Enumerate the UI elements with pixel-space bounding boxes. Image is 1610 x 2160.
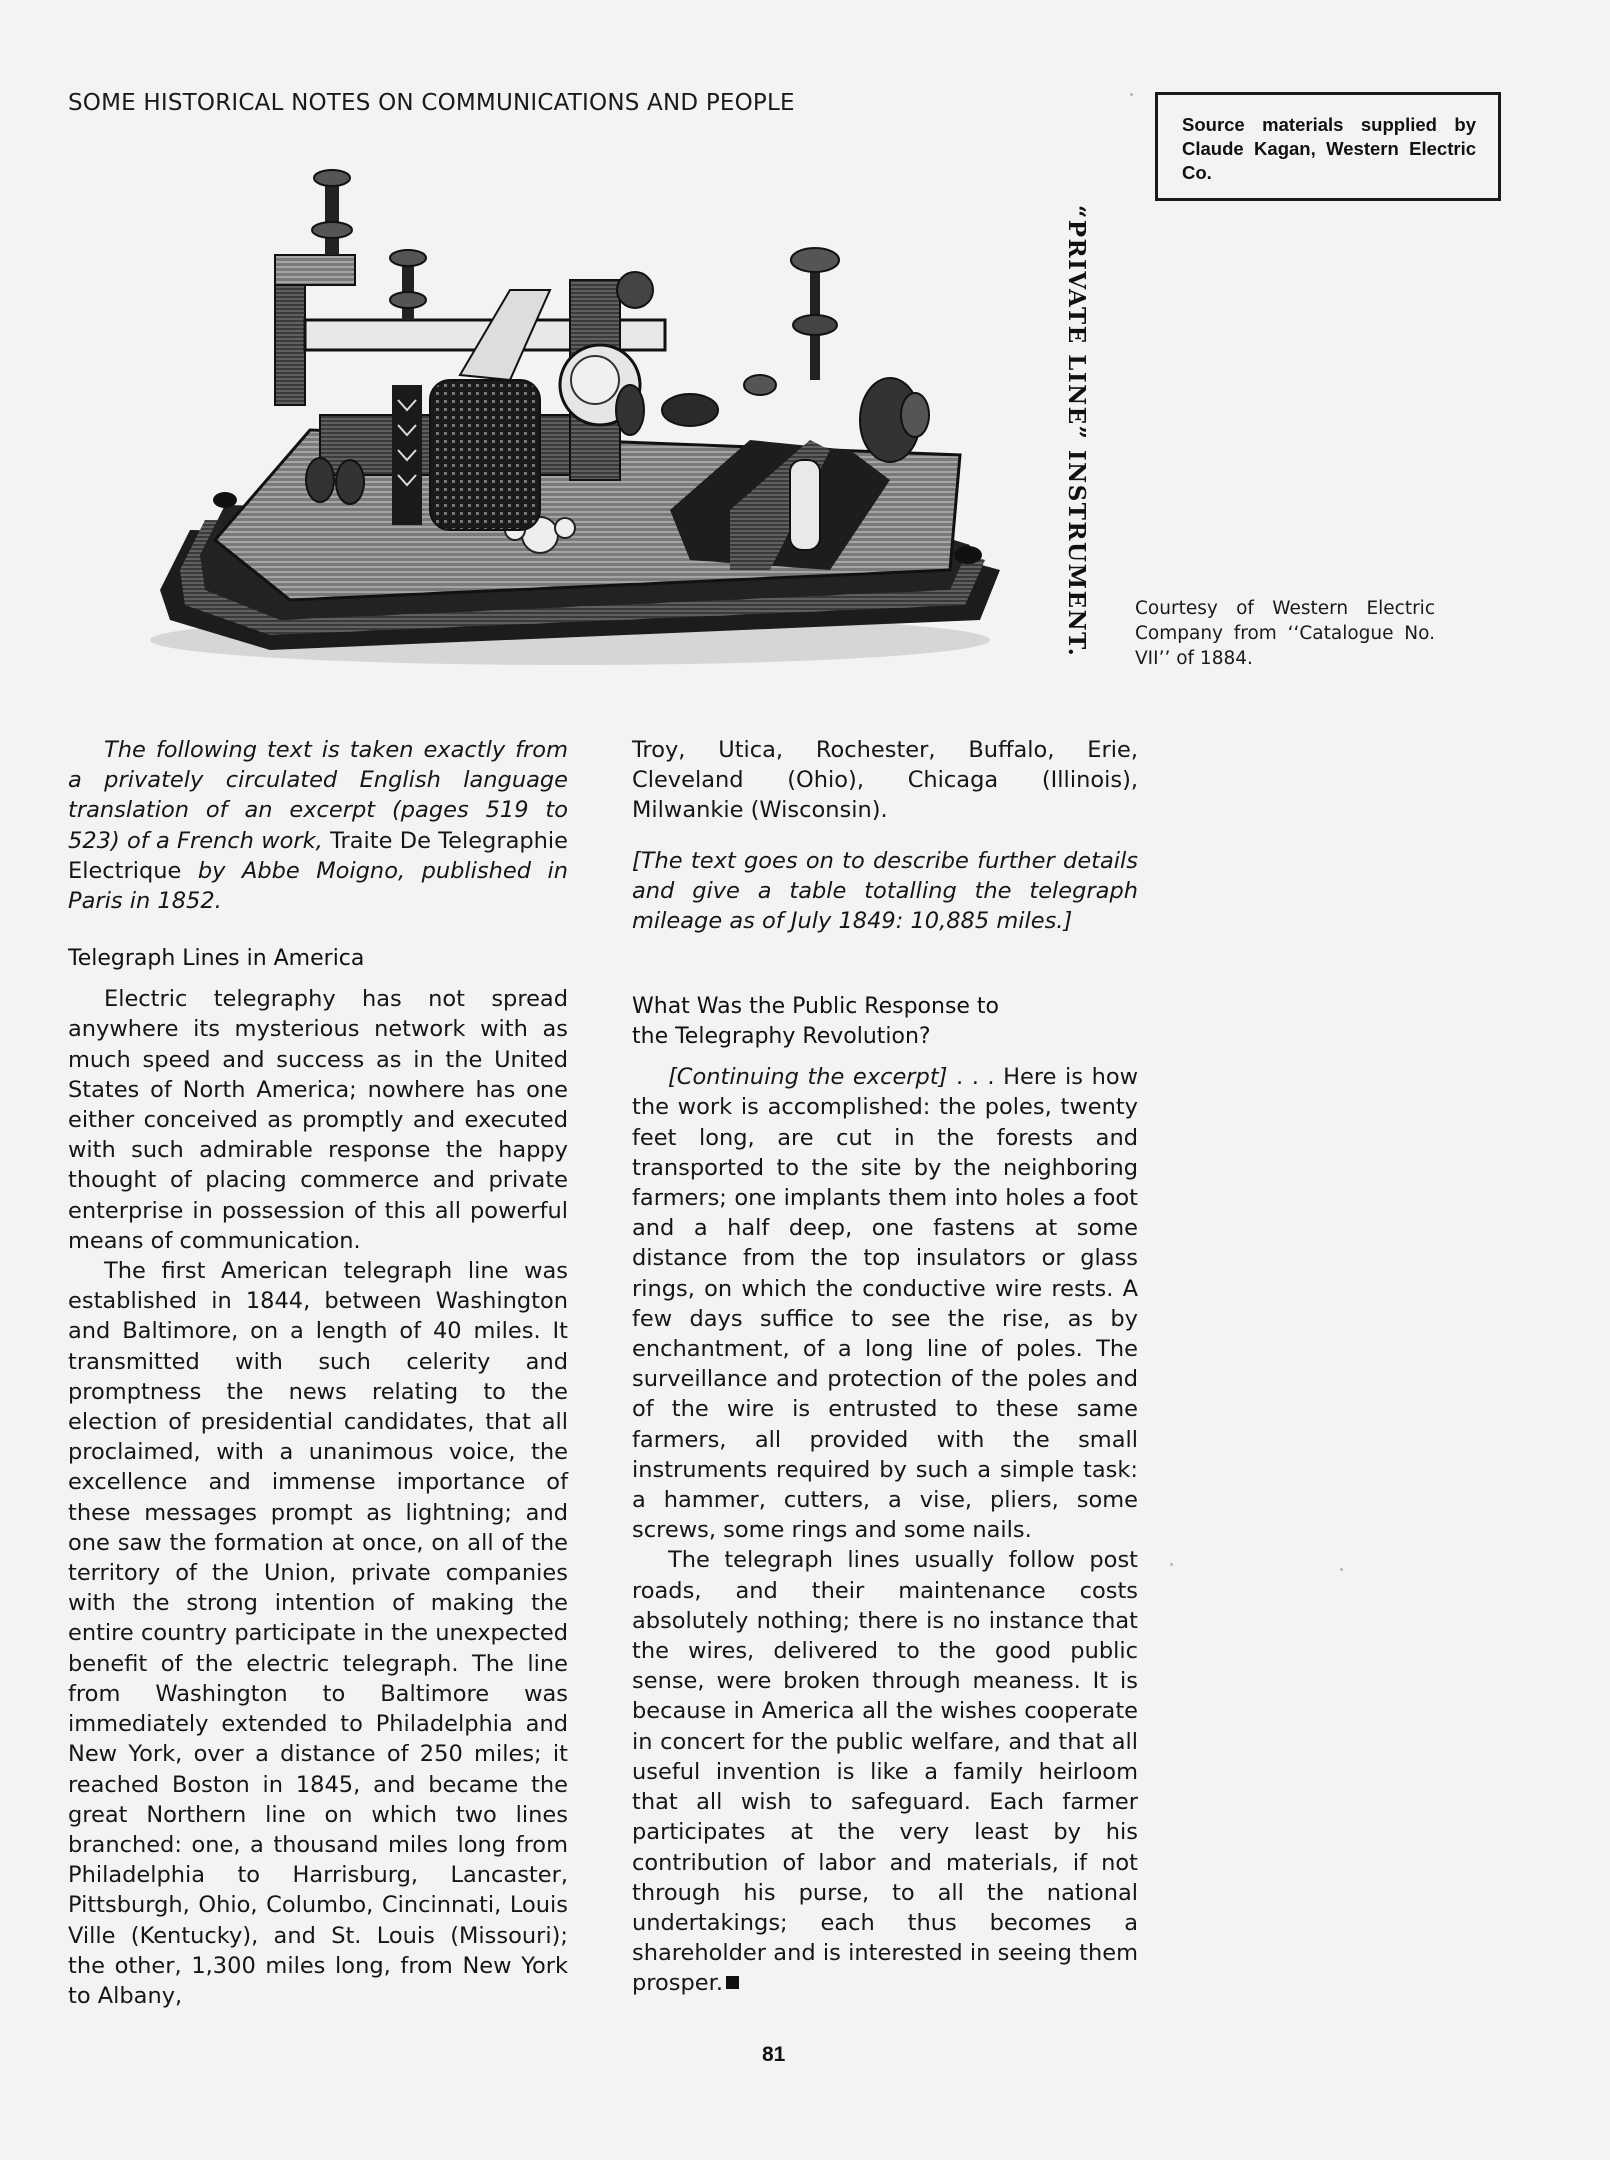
body-paragraph: Electric telegraphy has not spread anywhere its mysterious network with as much speed and success as in the United States of North America; nowhere has one either conceived as promptly and executed with such admirable response the happy thought of placing commerce and private enterprise in possession of this all powerful means of communication. bbox=[68, 986, 568, 1254]
paragraph-text: The telegraph lines usually follow post roads, and their maintenance costs absolutely nothing; there is no instance that the wires, delivered to the good public sense, were broken through meaness. It is because in America all the wishes cooperate in concert for the public welfare, and that all useful invention is like a family heirloom that all wish to safeguard. Each farmer participates at the very least by his contribution of labor and materials, if not through his purse, to all the national undertakings; each thus becomes a shareholder and is interested in seeing them prosper. bbox=[632, 1547, 1138, 1997]
section-heading-telegraph-lines: Telegraph Lines in America bbox=[68, 946, 365, 972]
work-title: Traite De Telegraphie Electrique bbox=[68, 827, 568, 884]
running-head: SOME HISTORICAL NOTES ON COMMUNICATIONS AND PEOPLE bbox=[68, 90, 795, 116]
heading-line: What Was the Public Response to bbox=[632, 994, 1000, 1020]
right-column bbox=[632, 735, 1138, 1999]
section-heading-public-response bbox=[632, 992, 1138, 1052]
editorial-note: [The text goes on to describe further details and give a table totalling the telegraph mileage as of July 1849: 10,885 miles.] bbox=[632, 847, 1138, 935]
intro-paragraph bbox=[68, 735, 568, 916]
continuation-paragraph: Troy, Utica, Rochester, Buffalo, Erie, Cleveland (Ohio), Chicaga (Illinois), Milwankie (Wisconsin). bbox=[632, 737, 1138, 824]
scan-speck bbox=[1170, 1563, 1173, 1566]
body-paragraph: The first American telegraph line was established in 1844, between Washington and Baltimore, on a length of 40 miles. It transmitted with such celerity and promptness the news relating to the election of presidential candidates, that all proclaimed, with a unanimous voice, the excellence and immense importance of these messages prompt as lightning; and one saw the formation at once, on all of the territory of the Union, private companies with the strong intention of making the entire country participate in the unexpected benefit of the electric telegraph. The line from Washington to Baltimore was immediately extended to Philadelphia and New York, over a distance of 250 miles; it reached Boston in 1845, and became the great Northern line on which two lines branched: one, a thousand miles long from Philadelphia to Harrisburg, Lancaster, Pittsburgh, Ohio, Columbo, Cincinnati, Louis Ville (Kentucky), and St. Louis (Missouri); the other, 1,300 miles long, from New York to Albany, bbox=[68, 1258, 568, 2009]
body-paragraph bbox=[632, 1545, 1138, 1998]
telegraph-instrument-illustration bbox=[130, 150, 1030, 670]
scan-speck bbox=[1340, 1568, 1343, 1571]
italic-lead: [Continuing the excerpt] bbox=[668, 1064, 948, 1091]
figure-vertical-caption: “PRIVATE LINE” INSTRUMENT. bbox=[1063, 205, 1090, 658]
scan-speck bbox=[1130, 93, 1133, 96]
page-number: 81 bbox=[762, 2043, 786, 2066]
end-of-article-square-icon bbox=[726, 1976, 739, 1989]
heading-line: the Telegraphy Revolution? bbox=[632, 1024, 931, 1050]
left-column bbox=[68, 735, 568, 2011]
body-paragraph bbox=[632, 1062, 1138, 1545]
source-credit-text: Source materials supplied by Claude Kagan, Western Electric Co. bbox=[1182, 114, 1476, 183]
intro-author-text: by Abbe Moigno, published in Paris in 1852. bbox=[68, 857, 569, 915]
paragraph-text: . . . Here is how the work is accomplished: the poles, twenty feet long, are cut in the forests and transported to the site by the neighboring farmers; one implants them into holes a foot and a half deep, one fastens at some distance from the top insulators or glass rings, on which the conductive wire rests. A few days suffice to see the rise, as by enchantment, of a long line of poles. The surveillance and protection of the poles and of the wire is entrusted to these same farmers, all provided with the small instruments required by such a simple task: a hammer, cutters, a vise, pliers, some screws, some rings and some nails. bbox=[632, 1064, 1138, 1544]
source-credit-box bbox=[1155, 92, 1501, 201]
photo-credit: Courtesy of Western Electric Company from ‘‘Catalogue No. VII’’ of 1884. bbox=[1135, 598, 1435, 669]
intro-italic-text: The following text is taken exactly from a privately circulated English language translation of an excerpt (pages 519 to 523) of a French work, bbox=[68, 737, 568, 854]
